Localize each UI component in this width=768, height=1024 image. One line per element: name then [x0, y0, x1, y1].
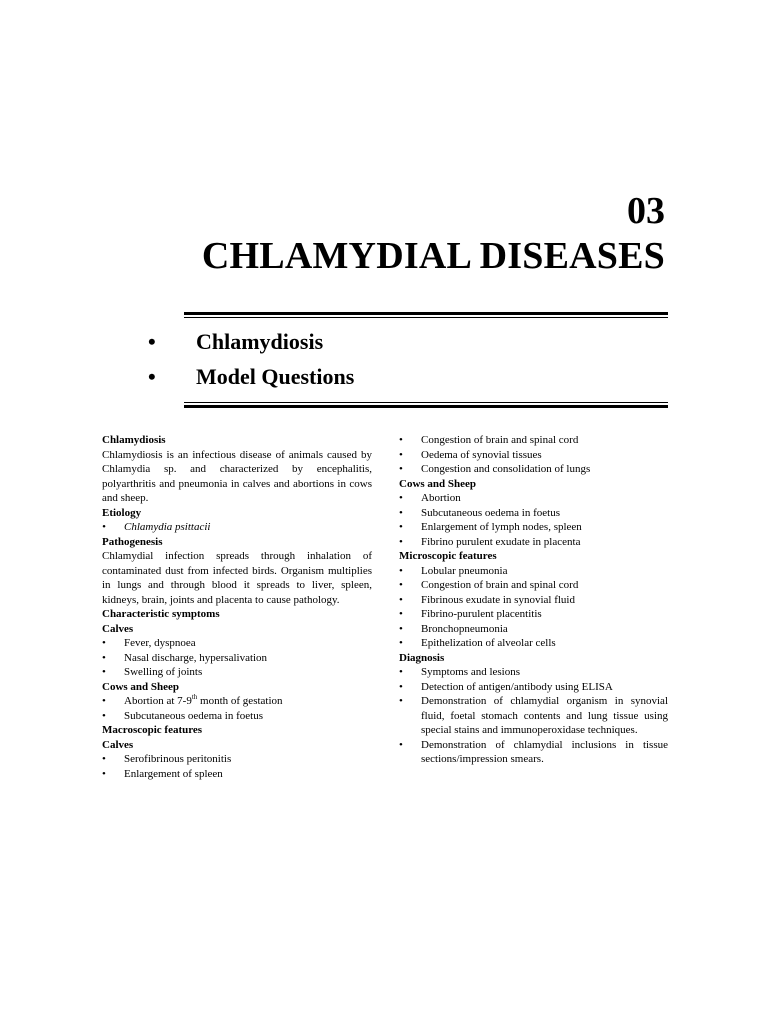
list-item: • Epithelization of alveolar cells	[399, 636, 668, 651]
intro-paragraph: Chlamydiosis is an infectious disease of animals caused by Chlamydia sp. and characterized by encephalitis, polyarthritis and pneumonia in calves and abortions in cows and sheep.	[102, 448, 372, 504]
right-column	[399, 433, 668, 767]
toc-item-chlamydiosis: • Chlamydiosis	[148, 324, 354, 359]
bottom-double-rule	[184, 402, 668, 407]
heading-pathogenesis: Pathogenesis	[102, 535, 163, 548]
list-item: • Chlamydia psittacii	[102, 520, 372, 535]
ordinal-suffix: th	[191, 693, 198, 701]
list-item: • Oedema of synovial tissues	[399, 448, 668, 463]
list-item: • Bronchopneumonia	[399, 622, 668, 637]
list-item: • Lobular pneumonia	[399, 564, 668, 579]
chapter-number: 03	[627, 190, 665, 232]
list-item: • Demonstration of chlamydial inclusions in tissue sections/impression smears.	[399, 738, 668, 767]
heading-chlamydiosis: Chlamydiosis	[102, 434, 166, 446]
list-item: • Subcutaneous oedema in foetus	[102, 709, 372, 724]
heading-calves: Calves	[102, 738, 134, 751]
left-column	[102, 433, 372, 781]
chapter-contents	[148, 324, 354, 394]
heading-cows-and-sheep: Cows and Sheep	[102, 680, 180, 693]
abortion-text-end: month of gestation	[197, 695, 283, 707]
heading-calves: Calves	[102, 622, 134, 635]
list-item: • Detection of antigen/antibody using ELISA	[399, 680, 668, 695]
list-item: • Enlargement of lymph nodes, spleen	[399, 520, 668, 535]
list-item: • Enlargement of spleen	[102, 767, 372, 782]
heading-microscopic-features: Microscopic features	[399, 550, 497, 562]
list-item: • Abortion	[399, 491, 668, 506]
list-item: • Fibrino-purulent placentitis	[399, 607, 668, 622]
list-item: • Symptoms and lesions	[399, 665, 668, 680]
pathogenesis-paragraph: Chlamydial infection spreads through inhalation of contaminated dust from infected birds. Organism multiplies in lungs and through blood it spreads to liver, spleen, kidneys, brain, joints and placenta to cause pathology.	[102, 550, 372, 606]
list-item: • Congestion of brain and spinal cord	[399, 578, 668, 593]
list-item: • Fibrinous exudate in synovial fluid	[399, 593, 668, 608]
toc-item-model-questions: • Model Questions	[148, 359, 354, 394]
chapter-title: CHLAMYDIAL DISEASES	[201, 235, 665, 277]
abortion-text: Abortion at 7-9	[124, 695, 192, 707]
list-item: • Congestion and consolidation of lungs	[399, 462, 668, 477]
heading-cows-and-sheep: Cows and Sheep	[399, 477, 477, 490]
list-item	[102, 694, 372, 709]
heading-characteristic-symptoms: Characteristic symptoms	[102, 608, 220, 620]
list-item: • Swelling of joints	[102, 665, 372, 680]
list-item: • Subcutaneous oedema in foetus	[399, 506, 668, 521]
heading-diagnosis: Diagnosis	[399, 651, 445, 664]
top-double-rule	[184, 312, 668, 316]
list-item: • Nasal discharge, hypersalivation	[102, 651, 372, 666]
heading-etiology: Etiology	[102, 506, 142, 519]
list-item: • Fever, dyspnoea	[102, 636, 372, 651]
heading-macroscopic-features: Macroscopic features	[102, 724, 203, 736]
list-item: • Fibrino purulent exudate in placenta	[399, 535, 668, 550]
list-item: • Congestion of brain and spinal cord	[399, 433, 668, 448]
list-item: • Serofibrinous peritonitis	[102, 752, 372, 767]
list-item: • Demonstration of chlamydial organism in synovial fluid, foetal stomach contents and lung tissue using special stains and immunoperoxidase techniques.	[399, 694, 668, 738]
